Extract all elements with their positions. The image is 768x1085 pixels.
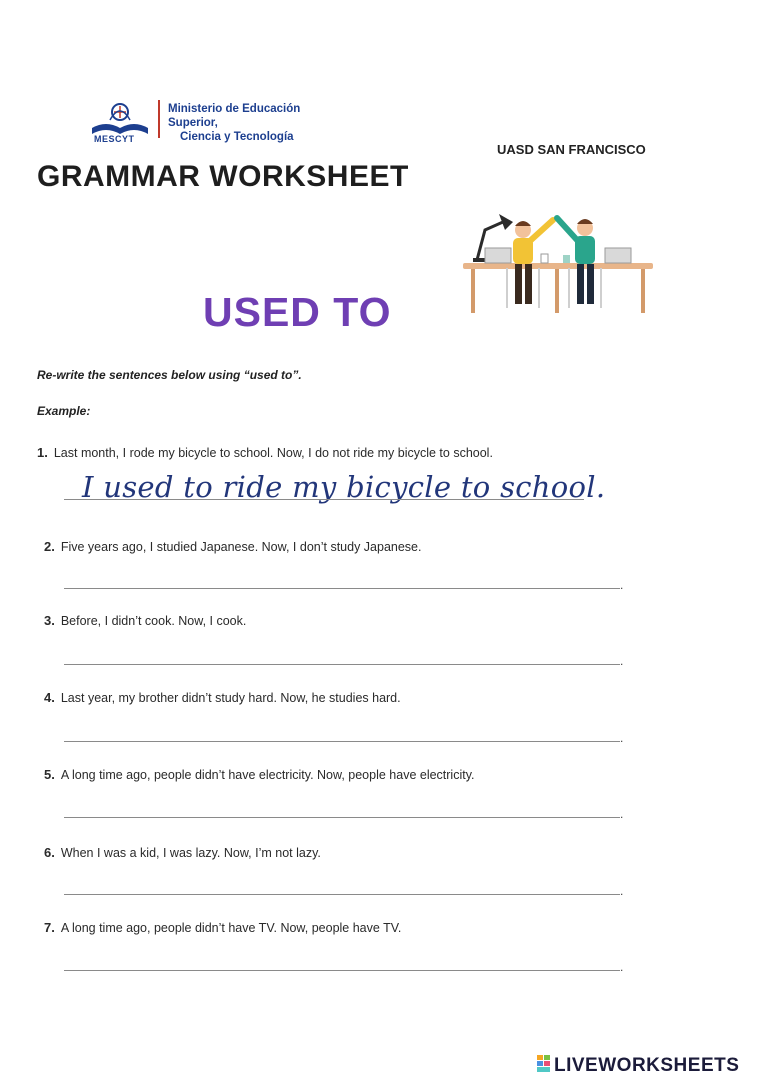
mescyt-emblem-icon bbox=[88, 98, 152, 138]
line-period: . bbox=[620, 960, 624, 974]
line-period: . bbox=[620, 731, 624, 745]
logo-acronym: MESCYT bbox=[94, 134, 135, 144]
question-number: 1. bbox=[37, 445, 48, 460]
question-text: A long time ago, people didn’t have electricity. Now, people have electricity. bbox=[60, 768, 475, 782]
topic-title: USED TO bbox=[203, 289, 392, 335]
question-3 bbox=[44, 613, 246, 628]
answer-line-2[interactable] bbox=[64, 588, 620, 589]
line-period: . bbox=[620, 807, 624, 821]
question-5 bbox=[44, 767, 475, 782]
answer-line-3[interactable] bbox=[64, 664, 620, 665]
answer-line-6[interactable] bbox=[64, 894, 620, 895]
line-period: . bbox=[620, 578, 624, 592]
question-text: Last month, I rode my bicycle to school. Now, I do not ride my bicycle to school. bbox=[53, 446, 493, 460]
question-7 bbox=[44, 920, 401, 935]
question-text: Five years ago, I studied Japanese. Now, I don’t study Japanese. bbox=[60, 540, 422, 554]
logo-name-line2: Ciencia y Tecnología bbox=[180, 131, 294, 143]
answer-line-4[interactable] bbox=[64, 741, 620, 742]
logo-name-line1: Ministerio de Educación Superior, bbox=[168, 103, 301, 129]
logo-name bbox=[168, 102, 338, 144]
question-text: When I was a kid, I was lazy. Now, I’m not lazy. bbox=[60, 846, 321, 860]
line-period: . bbox=[620, 884, 624, 898]
question-number: 6. bbox=[44, 845, 55, 860]
question-number: 5. bbox=[44, 767, 55, 782]
example-label: Example: bbox=[37, 404, 91, 418]
example-answer: I used to ride my bicycle to school. bbox=[82, 470, 606, 504]
question-6 bbox=[44, 845, 321, 860]
school-name: UASD SAN FRANCISCO bbox=[497, 142, 646, 157]
answer-line bbox=[64, 499, 584, 500]
logo-divider bbox=[158, 100, 160, 138]
question-text: A long time ago, people didn’t have TV. Now, people have TV. bbox=[60, 921, 402, 935]
answer-line-5[interactable] bbox=[64, 817, 620, 818]
instruction-text: Re-write the sentences below using “used to”. bbox=[37, 368, 302, 382]
liveworksheets-logo-icon bbox=[537, 1055, 551, 1073]
question-number: 2. bbox=[44, 539, 55, 554]
question-2 bbox=[44, 539, 421, 554]
question-number: 3. bbox=[44, 613, 55, 628]
question-text: Before, I didn’t cook. Now, I cook. bbox=[60, 614, 247, 628]
mescyt-logo bbox=[88, 98, 338, 148]
question-4 bbox=[44, 690, 401, 705]
question-number: 4. bbox=[44, 690, 55, 705]
liveworksheets-brand[interactable] bbox=[537, 1055, 739, 1077]
liveworksheets-brand-text: LIVEWORKSHEETS bbox=[554, 1055, 740, 1076]
line-period: . bbox=[620, 654, 624, 668]
worksheet-title: GRAMMAR WORKSHEET bbox=[37, 160, 409, 193]
students-high-five-illustration bbox=[455, 208, 660, 318]
question-text: Last year, my brother didn’t study hard. Now, he studies hard. bbox=[60, 691, 401, 705]
question-number: 7. bbox=[44, 920, 55, 935]
question-1 bbox=[37, 445, 493, 460]
answer-line-7[interactable] bbox=[64, 970, 620, 971]
